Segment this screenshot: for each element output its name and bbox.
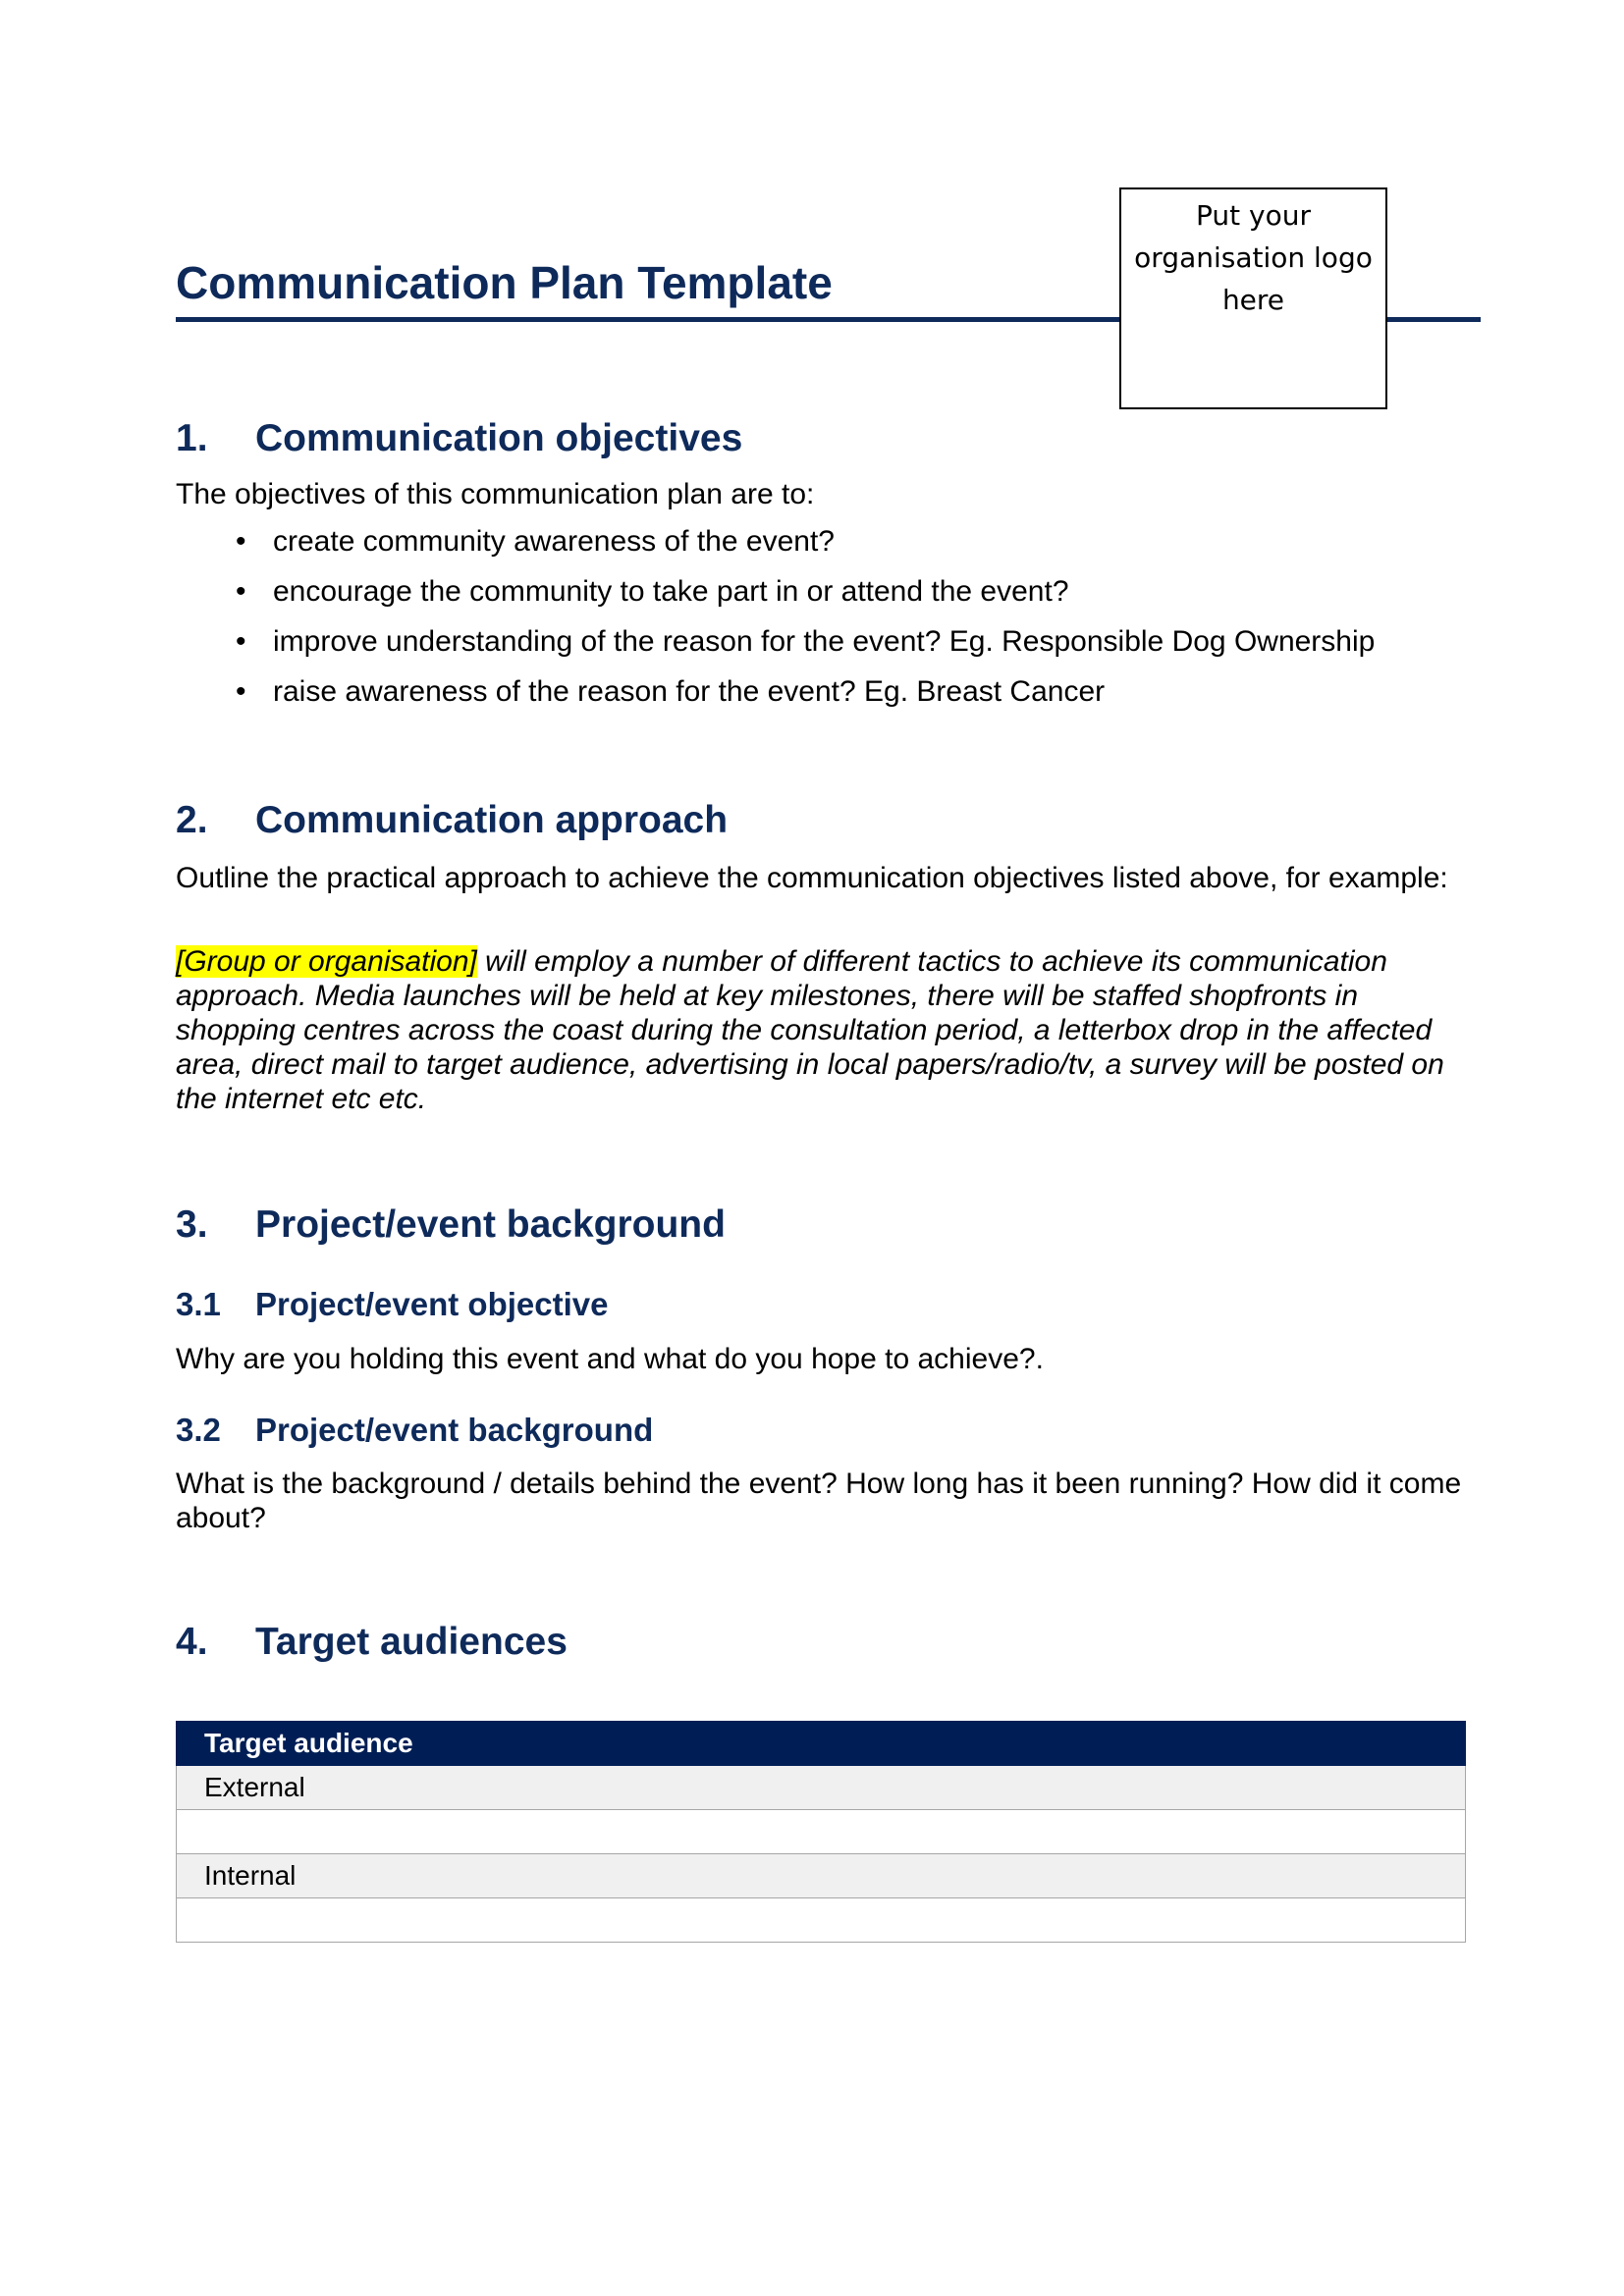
table-cell-external: External bbox=[177, 1766, 1466, 1810]
section-4-heading bbox=[176, 1623, 568, 1661]
list-item-text: raise awareness of the reason for the event? Eg. Breast Cancer bbox=[273, 675, 1106, 708]
table-header-row bbox=[177, 1722, 1466, 1766]
bullet-icon: • bbox=[236, 525, 246, 558]
section-number: 3. bbox=[176, 1203, 208, 1246]
logo-placeholder-line-1: Put your bbox=[1196, 199, 1311, 232]
section-title: Project/event background bbox=[255, 1203, 726, 1246]
section-number: 2. bbox=[176, 799, 208, 841]
bullet-icon: • bbox=[236, 625, 246, 658]
section-title: Communication objectives bbox=[255, 417, 743, 459]
table-header-cell: Target audience bbox=[177, 1722, 1466, 1766]
logo-placeholder-box bbox=[1119, 187, 1387, 409]
section-number: 1. bbox=[176, 417, 208, 459]
section-number: 4. bbox=[176, 1621, 208, 1663]
logo-placeholder-line-2: organisation logo bbox=[1134, 241, 1373, 274]
subsection-3-1-heading bbox=[176, 1288, 608, 1320]
bullet-icon: • bbox=[236, 675, 246, 708]
list-item bbox=[236, 574, 1375, 609]
table-row bbox=[177, 1810, 1466, 1854]
approach-example-text: will employ a number of different tactics to achieve its communication approach. Media launches will be held at key milestones, there will be staffed shopfronts in shopping centres across the coast during the consultation period, a letterbox drop in the affected area, direct mail to target audience, advertising in local papers/radio/tv, a survey will be posted on the internet etc etc. bbox=[176, 945, 1444, 1115]
subsection-number: 3.2 bbox=[176, 1412, 221, 1448]
list-item-text: create community awareness of the event? bbox=[273, 525, 835, 558]
subsection-title: Project/event background bbox=[255, 1412, 654, 1448]
list-item-text: improve understanding of the reason for the event? Eg. Responsible Dog Ownership bbox=[273, 625, 1376, 658]
approach-intro: Outline the practical approach to achieve the communication objectives listed above, for example: bbox=[176, 862, 1448, 894]
objectives-list bbox=[236, 524, 1375, 724]
table-cell-internal: Internal bbox=[177, 1854, 1466, 1898]
list-item bbox=[236, 624, 1375, 659]
subsection-3-1-text: Why are you holding this event and what do you hope to achieve?. bbox=[176, 1343, 1044, 1375]
logo-placeholder-line-3: here bbox=[1221, 284, 1285, 316]
section-1-heading bbox=[176, 419, 742, 457]
list-item bbox=[236, 674, 1375, 709]
section-title: Communication approach bbox=[255, 799, 729, 841]
highlighted-placeholder: [Group or organisation] bbox=[176, 945, 477, 978]
table-row bbox=[177, 1854, 1466, 1898]
bullet-icon: • bbox=[236, 575, 246, 608]
list-item-text: encourage the community to take part in or attend the event? bbox=[273, 575, 1069, 608]
subsection-number: 3.1 bbox=[176, 1286, 221, 1322]
table-row bbox=[177, 1766, 1466, 1810]
subsection-3-2-heading bbox=[176, 1414, 653, 1446]
objectives-intro: The objectives of this communication plan are to: bbox=[176, 478, 815, 510]
approach-example bbox=[176, 944, 1482, 1116]
section-2-heading bbox=[176, 801, 728, 839]
table-cell-empty[interactable] bbox=[177, 1898, 1466, 1943]
section-title: Target audiences bbox=[255, 1621, 568, 1663]
list-item bbox=[236, 524, 1375, 559]
subsection-3-2-text: What is the background / details behind the event? How long has it been running? How did it come about? bbox=[176, 1468, 1462, 1534]
table-cell-empty[interactable] bbox=[177, 1810, 1466, 1854]
table-row bbox=[177, 1898, 1466, 1943]
document-title: Communication Plan Template bbox=[176, 257, 833, 308]
section-3-heading bbox=[176, 1205, 726, 1244]
target-audience-table bbox=[176, 1721, 1466, 1943]
subsection-title: Project/event objective bbox=[255, 1286, 609, 1322]
